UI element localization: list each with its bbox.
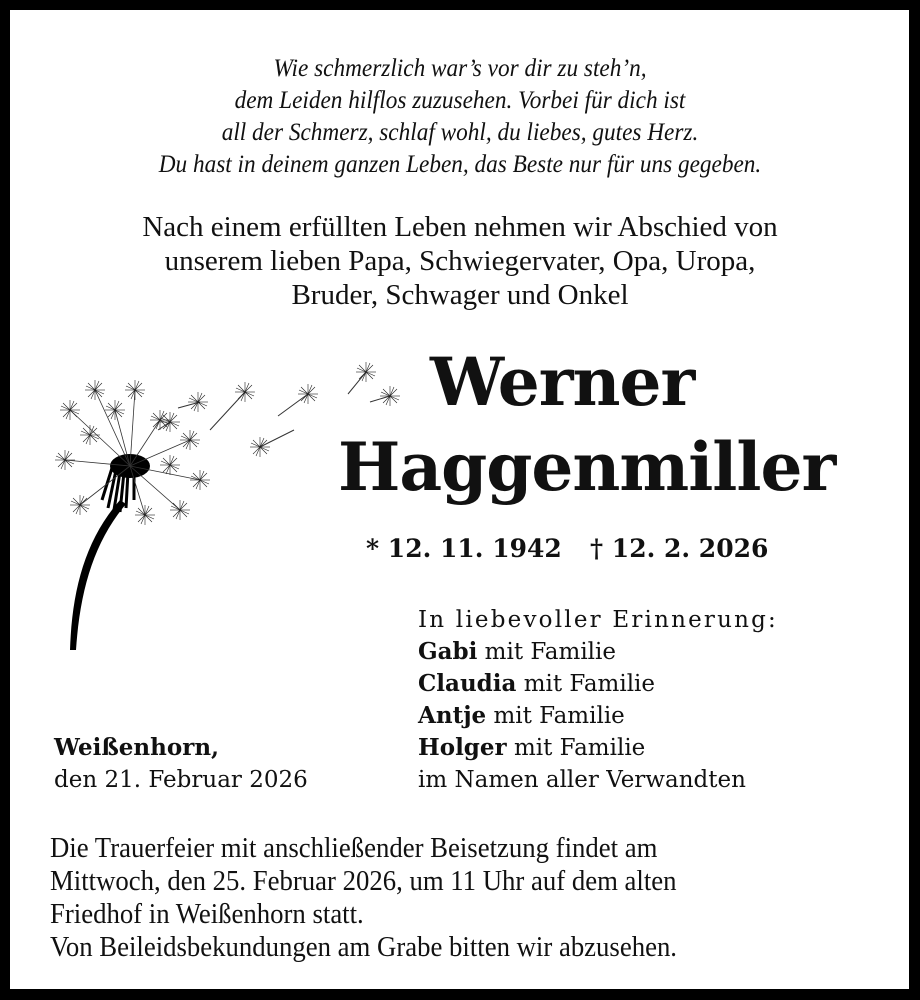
- deceased-last-name: Haggenmiller: [338, 428, 836, 506]
- service-line: Die Trauerfeier mit anschließender Beisetzung findet am: [50, 833, 658, 864]
- birth-star-icon: *: [366, 534, 380, 563]
- poem-line: Du hast in deinem ganzen Leben, das Beste nur für uns gegeben.: [158, 151, 762, 178]
- mourner-suffix: mit Familie: [486, 703, 625, 729]
- mourner-suffix: mit Familie: [506, 735, 646, 761]
- service-line: Friedhof in Weißenhorn statt.: [50, 899, 364, 930]
- poem-line: all der Schmerz, schlaf wohl, du liebes, gutes Herz.: [221, 119, 699, 146]
- place-date: [54, 732, 308, 796]
- death-date-line: [590, 532, 768, 566]
- mourner-name: Antje: [418, 702, 487, 729]
- service-line: Mittwoch, den 25. Februar 2026, um 11 Uhr auf dem alten: [50, 866, 677, 897]
- notice-date: den 21. Februar 2026: [54, 767, 308, 793]
- poem-line: dem Leiden hilflos zuzusehen. Vorbei für dich ist: [234, 87, 686, 114]
- service-info: [50, 832, 677, 964]
- mourner-name: Gabi: [418, 638, 478, 665]
- mourner-name: Holger: [418, 734, 507, 761]
- mourners-closing: im Namen aller Verwandten: [418, 767, 746, 793]
- mourners-list: [418, 604, 778, 796]
- intro-text: [10, 210, 910, 312]
- poem-line: Wie schmerzlich war’s vor dir zu steh’n,: [273, 55, 647, 82]
- death-date: 12. 2. 2026: [611, 534, 769, 563]
- mourner-entry: [418, 636, 778, 668]
- birth-date-line: [366, 532, 562, 566]
- mourners-heading: In liebevoller Erinnerung:: [418, 607, 779, 633]
- mourner-entry: [418, 668, 778, 700]
- mourner-name: Claudia: [418, 670, 517, 697]
- intro-line: Bruder, Schwager und Onkel: [291, 279, 629, 311]
- mourner-suffix: mit Familie: [516, 671, 656, 697]
- birth-date: 12. 11. 1942: [387, 534, 562, 563]
- death-cross-icon: †: [590, 534, 604, 563]
- poem: [42, 53, 879, 181]
- mourner-suffix: mit Familie: [477, 639, 617, 665]
- place-city: Weißenhorn,: [54, 734, 220, 761]
- mourner-entry: [418, 732, 778, 764]
- mourner-entry: [418, 700, 778, 732]
- intro-line: unserem lieben Papa, Schwiegervater, Opa, Uropa,: [164, 245, 756, 277]
- deceased-first-name: Werner: [430, 343, 695, 421]
- intro-line: Nach einem erfüllten Leben nehmen wir Abschied von: [142, 211, 778, 243]
- service-line: Von Beileidsbekundungen am Grabe bitten wir abzusehen.: [50, 932, 678, 963]
